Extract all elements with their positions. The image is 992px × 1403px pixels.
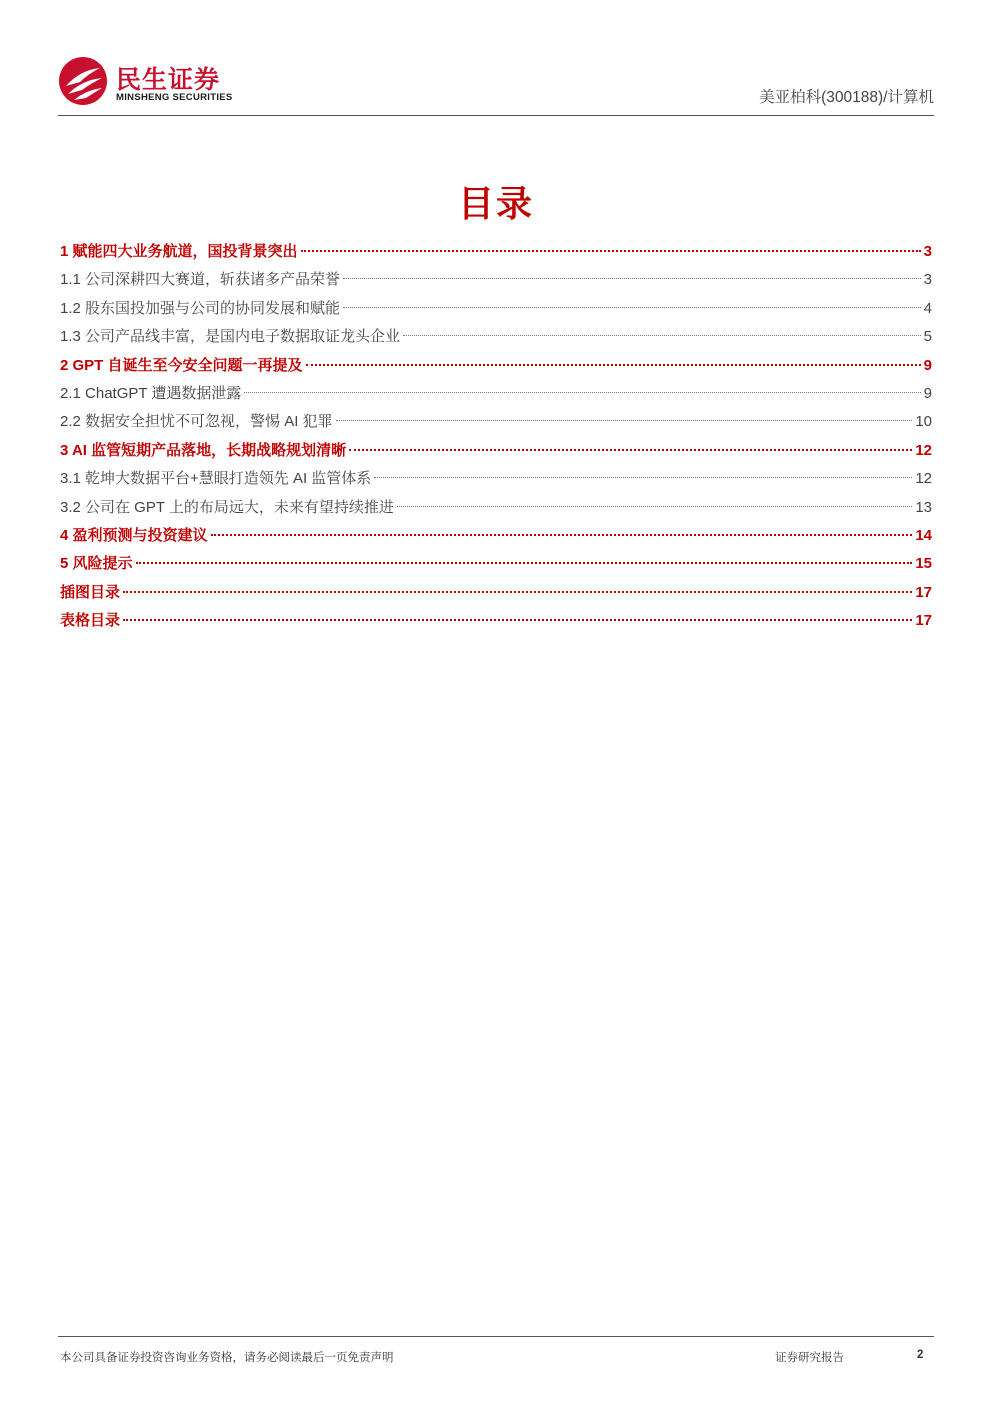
header-divider (58, 115, 934, 116)
toc-entry[interactable] (60, 607, 932, 635)
toc-entry-page: 12 (915, 441, 932, 459)
toc-dot-leader (211, 533, 913, 536)
toc-entry[interactable] (60, 380, 932, 408)
company-logo (58, 56, 258, 108)
toc-title: 目录 (457, 183, 534, 224)
toc-dot-leader (306, 363, 921, 366)
toc-entry-label: 表格目录 (60, 612, 121, 630)
toc-dot-leader (349, 448, 912, 451)
report-subject: 美亚柏科(300188)/计算机 (759, 89, 934, 106)
toc-entry-page: 14 (915, 526, 932, 544)
logo-english-name: MINSHENG SECURITIES (116, 92, 233, 103)
toc-dot-leader (343, 306, 921, 308)
toc-entry-page: 12 (915, 470, 932, 488)
toc-dot-leader (136, 561, 913, 564)
toc-entry[interactable] (60, 494, 932, 522)
toc-entry[interactable] (60, 352, 932, 380)
logo-chinese-name: 民生证券 (116, 66, 221, 94)
toc-entry[interactable] (60, 579, 932, 607)
toc-entry[interactable] (60, 408, 932, 436)
toc-entry-label: 4 盈利预测与投资建议 (60, 526, 208, 544)
footer-report-type: 证券研究报告 (775, 1352, 844, 1364)
toc-entry-page: 17 (915, 612, 932, 630)
toc-entry-page: 17 (915, 583, 932, 601)
toc-entry-label: 1 赋能四大业务航道，国投背景突出 (60, 243, 298, 260)
toc-entry-page: 3 (923, 243, 932, 260)
toc-dot-leader (343, 277, 921, 279)
table-of-contents (60, 238, 932, 635)
toc-entry-label: 3.2 公司在 GPT 上的布局远大，未来有望持续推进 (60, 498, 394, 516)
toc-entry-page: 5 (923, 328, 932, 346)
toc-entry-label: 2 GPT 自诞生至今安全问题一再提及 (60, 356, 303, 374)
toc-entry[interactable] (60, 437, 932, 465)
footer-divider (58, 1336, 934, 1337)
minsheng-logo-icon (58, 56, 108, 106)
toc-entry-label: 2.2 数据安全担忧不可忽视，警惕 AI 犯罪 (60, 413, 333, 431)
toc-entry-label: 1.2 股东国投加强与公司的协同发展和赋能 (60, 299, 341, 317)
toc-entry[interactable] (60, 550, 932, 578)
page-header (58, 52, 934, 116)
toc-dot-leader (397, 505, 912, 507)
toc-dot-leader (301, 249, 921, 252)
footer-disclaimer: 本公司具备证券投资咨询业务资格，请务必阅读最后一页免责声明 (60, 1352, 394, 1364)
toc-entry[interactable] (60, 238, 932, 266)
toc-entry-page: 10 (915, 413, 932, 431)
toc-dot-leader (403, 334, 921, 336)
toc-entry[interactable] (60, 465, 932, 493)
toc-entry-label: 1.3 公司产品线丰富，是国内电子数据取证龙头企业 (60, 328, 401, 346)
toc-dot-leader (123, 618, 912, 621)
toc-entry-page: 4 (923, 299, 932, 317)
toc-entry-page: 3 (923, 271, 932, 289)
toc-dot-leader (244, 391, 920, 393)
toc-entry[interactable] (60, 266, 932, 294)
toc-entry-label: 3 AI 监管短期产品落地，长期战略规划清晰 (60, 441, 347, 459)
toc-dot-leader (123, 590, 912, 593)
toc-entry-label: 插图目录 (60, 583, 121, 601)
toc-entry-page: 9 (923, 356, 932, 374)
toc-dot-leader (336, 419, 913, 421)
toc-entry[interactable] (60, 323, 932, 351)
toc-entry-label: 2.1 ChatGPT 遭遇数据泄露 (60, 384, 242, 402)
toc-dot-leader (374, 476, 912, 478)
footer-page-number: 2 (917, 1349, 924, 1361)
toc-entry[interactable] (60, 295, 932, 323)
toc-entry-page: 13 (915, 498, 932, 516)
toc-entry-page: 15 (915, 555, 932, 573)
toc-entry-label: 5 风险提示 (60, 555, 133, 573)
toc-entry-page: 9 (923, 384, 932, 402)
toc-entry-label: 1.1 公司深耕四大赛道，斩获诸多产品荣誉 (60, 271, 341, 289)
toc-entry[interactable] (60, 522, 932, 550)
toc-entry-label: 3.1 乾坤大数据平台+慧眼打造领先 AI 监管体系 (60, 470, 372, 488)
